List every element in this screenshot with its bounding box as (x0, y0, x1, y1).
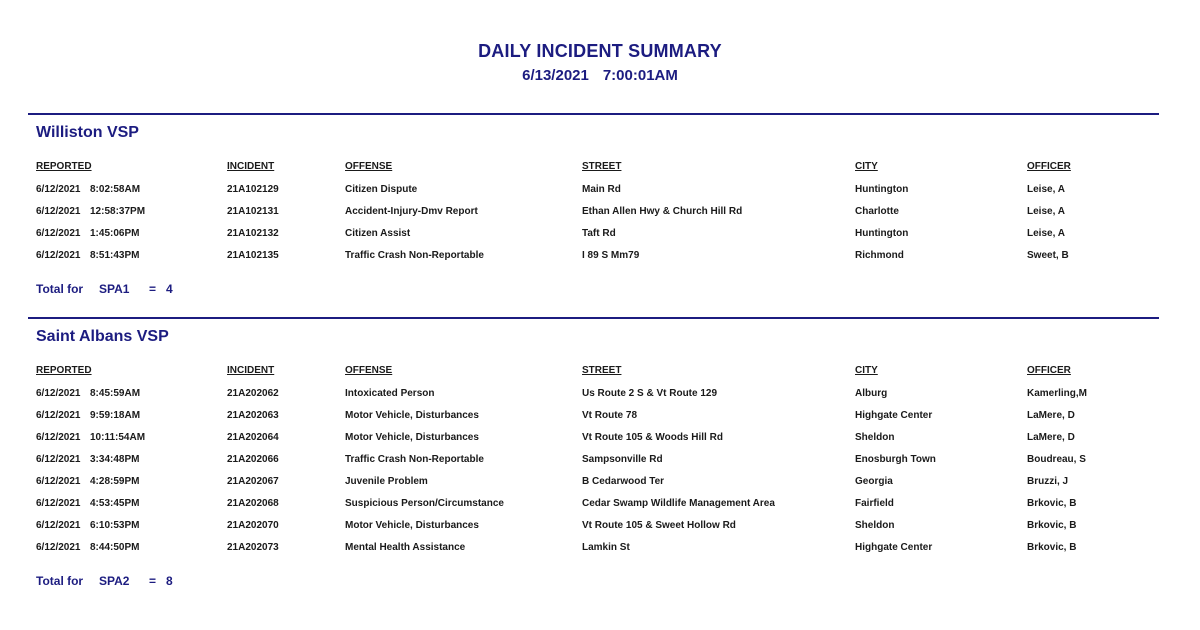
street-cell: Us Route 2 S & Vt Route 129 (582, 388, 718, 399)
report-datetime (0, 67, 1200, 84)
city-cell: Enosburgh Town (855, 454, 936, 465)
table-row (0, 410, 1200, 428)
reported-cell: 6/12/2021 12:58:37PM (36, 206, 146, 217)
reported-cell: 6/12/2021 6:10:53PM (36, 520, 140, 531)
street-cell: Sampsonville Rd (582, 454, 663, 465)
table-header-row (0, 365, 1200, 383)
incident-cell: 21A102135 (227, 250, 279, 261)
street-cell: Vt Route 105 & Sweet Hollow Rd (582, 520, 736, 531)
reported-cell: 6/12/2021 3:34:48PM (36, 454, 140, 465)
column-header-reported: REPORTED (36, 365, 92, 376)
officer-cell: Sweet, B (1027, 250, 1069, 261)
street-cell: Vt Route 78 (582, 410, 638, 421)
column-header-offense: OFFENSE (345, 161, 393, 172)
table-row (0, 476, 1200, 494)
reported-cell: 6/12/2021 9:59:18AM (36, 410, 141, 421)
offense-cell: Motor Vehicle, Disturbances (345, 410, 479, 421)
section-divider (28, 317, 1159, 319)
offense-cell: Intoxicated Person (345, 388, 435, 399)
officer-cell: Leise, A (1027, 206, 1065, 217)
column-header-street: STREET (582, 161, 622, 172)
city-cell: Richmond (855, 250, 904, 261)
city-cell: Sheldon (855, 520, 895, 531)
officer-cell: LaMere, D (1027, 432, 1075, 443)
table-row (0, 542, 1200, 560)
report-time: 7:00:01AM (602, 67, 678, 84)
offense-cell: Citizen Assist (345, 228, 411, 239)
street-cell: Taft Rd (582, 228, 616, 239)
incident-cell: 21A202062 (227, 388, 279, 399)
offense-cell: Citizen Dispute (345, 184, 418, 195)
reported-cell: 6/12/2021 8:51:43PM (36, 250, 140, 261)
offense-cell: Suspicious Person/Circumstance (345, 498, 504, 509)
section-title: Williston VSP (36, 124, 139, 141)
city-cell: Sheldon (855, 432, 895, 443)
table-header-row (0, 161, 1200, 179)
street-cell: Cedar Swamp Wildlife Management Area (582, 498, 775, 509)
incident-cell: 21A102132 (227, 228, 279, 239)
offense-cell: Traffic Crash Non-Reportable (345, 250, 484, 261)
incident-cell: 21A202067 (227, 476, 279, 487)
section-title: Saint Albans VSP (36, 328, 169, 345)
city-cell: Huntington (855, 228, 909, 239)
incident-cell: 21A202068 (227, 498, 279, 509)
offense-cell: Traffic Crash Non-Reportable (345, 454, 484, 465)
officer-cell: Leise, A (1027, 184, 1065, 195)
officer-cell: Brkovic, B (1027, 520, 1077, 531)
table-row (0, 228, 1200, 246)
column-header-reported: REPORTED (36, 161, 92, 172)
street-cell: B Cedarwood Ter (582, 476, 665, 487)
table-row (0, 520, 1200, 538)
city-cell: Huntington (855, 184, 909, 195)
report-title: DAILY INCIDENT SUMMARY (478, 41, 722, 61)
offense-cell: Accident-Injury-Dmv Report (345, 206, 478, 217)
reported-cell: 6/12/2021 4:28:59PM (36, 476, 140, 487)
offense-cell: Mental Health Assistance (345, 542, 466, 553)
street-cell: Lamkin St (582, 542, 630, 553)
offense-cell: Motor Vehicle, Disturbances (345, 432, 479, 443)
table-row (0, 250, 1200, 268)
street-cell: Main Rd (582, 184, 621, 195)
officer-cell: Brkovic, B (1027, 542, 1077, 553)
street-cell: Vt Route 105 & Woods Hill Rd (582, 432, 723, 443)
reported-cell: 6/12/2021 10:11:54AM (36, 432, 146, 443)
city-cell: Highgate Center (855, 410, 933, 421)
offense-cell: Motor Vehicle, Disturbances (345, 520, 479, 531)
column-header-offense: OFFENSE (345, 365, 393, 376)
street-cell: I 89 S Mm79 (582, 250, 640, 261)
report-date: 6/13/2021 (522, 67, 589, 84)
officer-cell: Boudreau, S (1027, 454, 1086, 465)
city-cell: Charlotte (855, 206, 899, 217)
officer-cell: Kamerling,M (1027, 388, 1088, 399)
reported-cell: 6/12/2021 1:45:06PM (36, 228, 140, 239)
offense-cell: Juvenile Problem (345, 476, 428, 487)
column-header-city: CITY (855, 161, 878, 172)
street-cell: Ethan Allen Hwy & Church Hill Rd (582, 206, 743, 217)
column-header-officer: OFFICER (1027, 365, 1071, 376)
city-cell: Highgate Center (855, 542, 933, 553)
city-cell: Alburg (855, 388, 888, 399)
city-cell: Fairfield (855, 498, 894, 509)
reported-cell: 6/12/2021 8:45:59AM (36, 388, 141, 399)
incident-cell: 21A202073 (227, 542, 279, 553)
column-header-incident: INCIDENT (227, 161, 275, 172)
table-row (0, 498, 1200, 516)
table-row (0, 388, 1200, 406)
officer-cell: Bruzzi, J (1027, 476, 1069, 487)
table-row (0, 432, 1200, 450)
incident-cell: 21A202066 (227, 454, 279, 465)
officer-cell: LaMere, D (1027, 410, 1075, 421)
officer-cell: Leise, A (1027, 228, 1065, 239)
reported-cell: 6/12/2021 4:53:45PM (36, 498, 140, 509)
incident-cell: 21A202063 (227, 410, 279, 421)
section-total: Total for SPA1 = 4 (36, 282, 173, 296)
officer-cell: Brkovic, B (1027, 498, 1077, 509)
column-header-officer: OFFICER (1027, 161, 1071, 172)
column-header-city: CITY (855, 365, 878, 376)
incident-cell: 21A202070 (227, 520, 279, 531)
section-divider (28, 113, 1159, 115)
reported-cell: 6/12/2021 8:44:50PM (36, 542, 140, 553)
section-total: Total for SPA2 = 8 (36, 574, 173, 588)
table-row (0, 206, 1200, 224)
column-header-street: STREET (582, 365, 622, 376)
city-cell: Georgia (855, 476, 893, 487)
incident-cell: 21A102129 (227, 184, 279, 195)
reported-cell: 6/12/2021 8:02:58AM (36, 184, 141, 195)
incident-cell: 21A202064 (227, 432, 279, 443)
incident-cell: 21A102131 (227, 206, 279, 217)
column-header-incident: INCIDENT (227, 365, 275, 376)
table-row (0, 454, 1200, 472)
table-row (0, 184, 1200, 202)
